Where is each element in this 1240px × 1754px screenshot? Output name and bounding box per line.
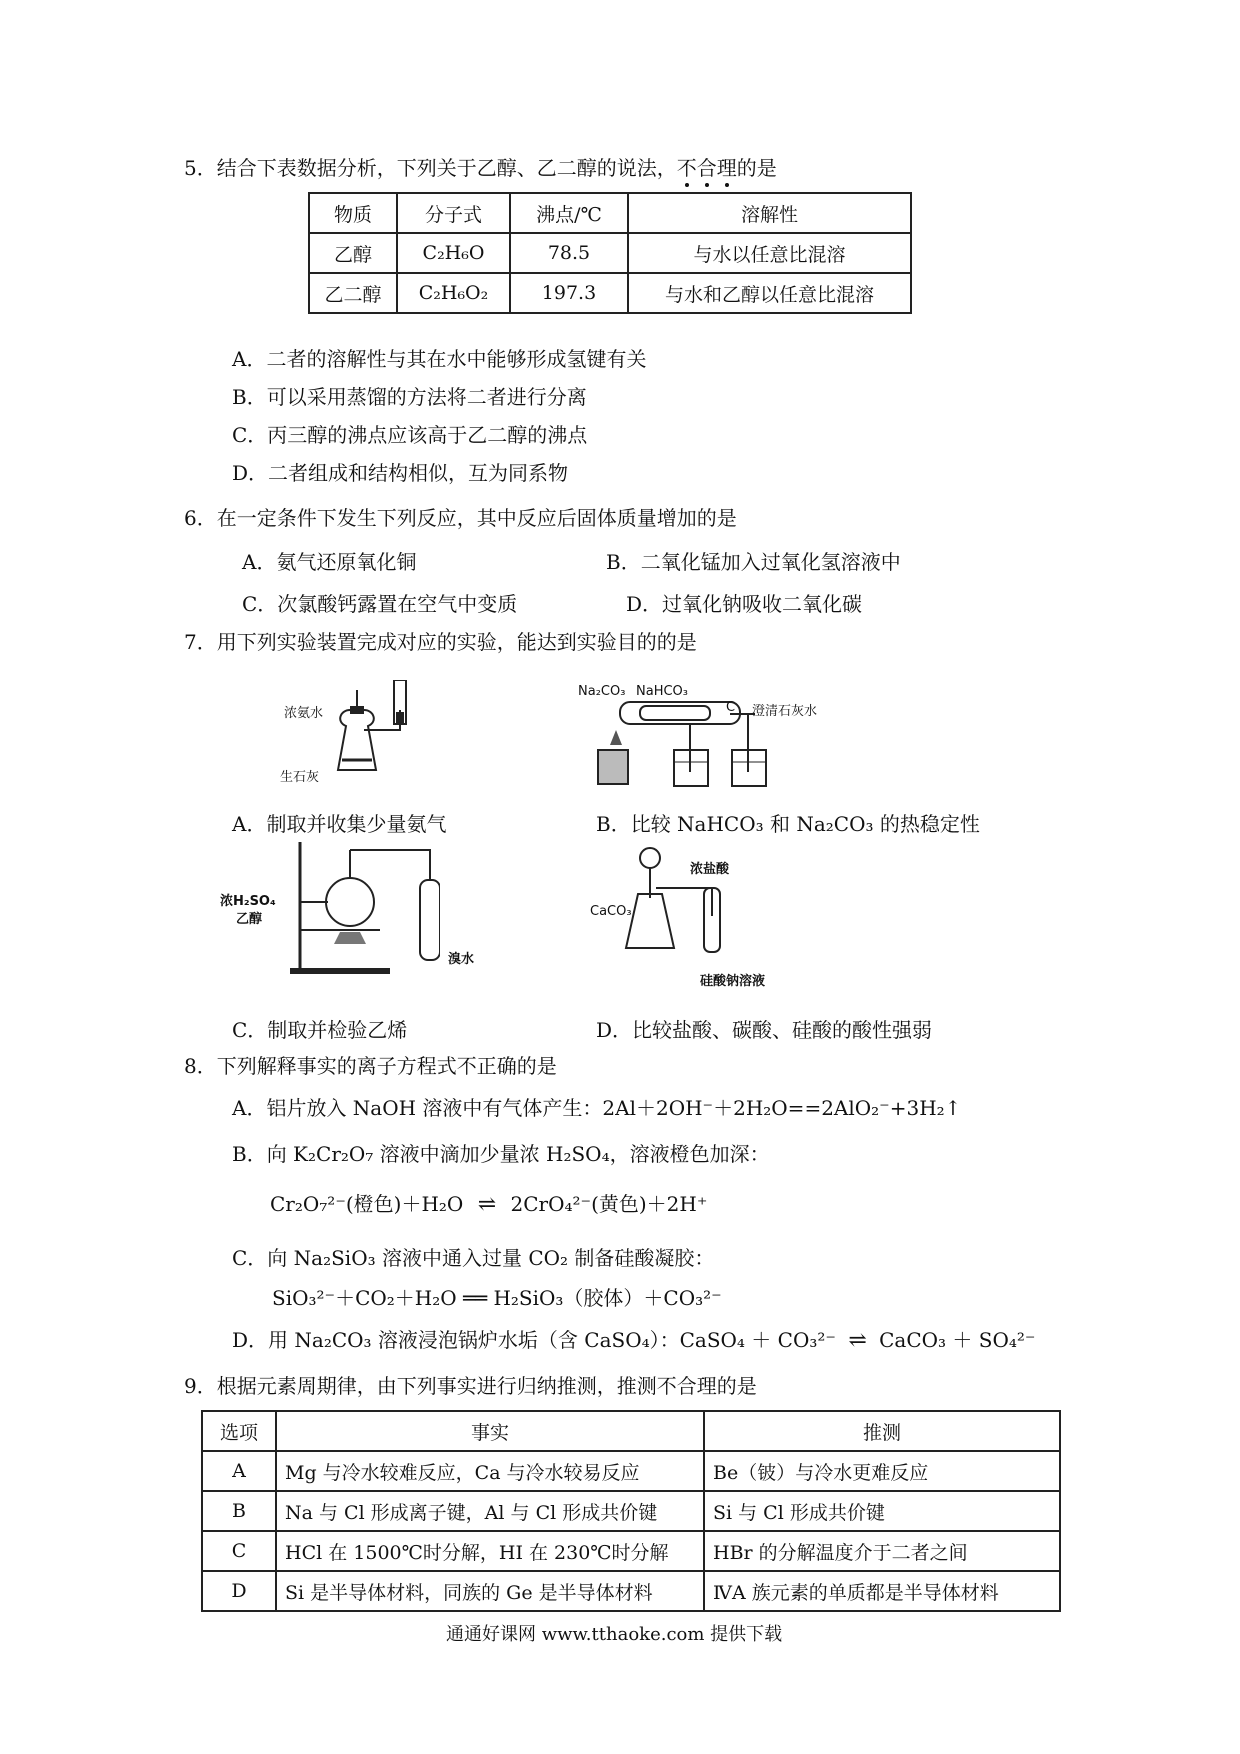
q9-cell: D bbox=[202, 1571, 276, 1611]
fig-b-caption: B．比较 NaHCO₃ 和 Na₂CO₃ 的热稳定性 bbox=[596, 812, 980, 836]
table-row bbox=[202, 1491, 1060, 1531]
reversible-arrow-icon: ⇌ bbox=[477, 1192, 497, 1217]
q5-cell: 与水和乙醇以任意比混溶 bbox=[628, 273, 911, 313]
q5-emphasis bbox=[677, 156, 737, 180]
q5-cell: 197.3 bbox=[510, 273, 628, 313]
q8-stem: 8．下列解释事实的离子方程式不正确的是 bbox=[184, 1054, 557, 1078]
emph-char: 理 bbox=[716, 156, 737, 180]
q5-stem: 5．结合下表数据分析，下列关于乙醇、乙二醇的说法，不合理的是 bbox=[184, 156, 777, 180]
q5-table-header bbox=[309, 193, 911, 233]
q9-th-inference: 推测 bbox=[704, 1411, 1060, 1451]
q9-cell: C bbox=[202, 1531, 276, 1571]
q8-option-c-equation: SiO₃²⁻＋CO₂＋H₂O ══ H₂SiO₃（胶体）＋CO₃²⁻ bbox=[272, 1286, 722, 1310]
q5-th-bp: 沸点/℃ bbox=[510, 193, 628, 233]
table-row bbox=[202, 1531, 1060, 1571]
fig-c-label-h2so4: 浓H₂SO₄ bbox=[220, 894, 276, 909]
q6-option-c: C．次氯酸钙露置在空气中变质 bbox=[242, 592, 518, 616]
q8-option-a: A．铝片放入 NaOH 溶液中有气体产生：2Al＋2OH⁻＋2H₂O==2AlO₂⁻+3H₂↑ bbox=[232, 1096, 962, 1120]
fig-b-label-nahco3: NaHCO₃ bbox=[636, 684, 688, 699]
fig-d-label-silicate: 硅酸钠溶液 bbox=[700, 974, 766, 989]
q8-option-b: B．向 K₂Cr₂O₇ 溶液中滴加少量浓 H₂SO₄，溶液橙色加深： bbox=[232, 1142, 770, 1166]
table-row bbox=[309, 273, 911, 313]
q8-option-b-equation: Cr₂O₇²⁻(橙色)＋H₂O ⇌ 2CrO₄²⁻(黄色)＋2H⁺ bbox=[270, 1192, 708, 1217]
page-footer: 通通好课网 www.tthaoke.com 提供下载 bbox=[446, 1624, 783, 1645]
table-row bbox=[202, 1451, 1060, 1491]
q5-cell: C₂H₆O₂ bbox=[397, 273, 510, 313]
q5-option-b: B．可以采用蒸馏的方法将二者进行分离 bbox=[232, 385, 587, 409]
emph-char: 合 bbox=[696, 156, 717, 180]
q9-cell: A bbox=[202, 1451, 276, 1491]
q5-th-substance: 物质 bbox=[309, 193, 397, 233]
fig-a-label-ammonia: 浓氨水 bbox=[284, 706, 324, 721]
apparatus-b-figure bbox=[580, 690, 780, 790]
fig-d-label-hcl: 浓盐酸 bbox=[690, 862, 730, 877]
q9-th-option: 选项 bbox=[202, 1411, 276, 1451]
q6-option-a: A．氨气还原氧化铜 bbox=[242, 550, 417, 574]
q7-stem: 7．用下列实验装置完成对应的实验，能达到实验目的的是 bbox=[184, 630, 697, 654]
q9-cell: Na 与 Cl 形成离子键，Al 与 Cl 形成共价键 bbox=[276, 1491, 704, 1531]
q9-cell: ⅣA 族元素的单质都是半导体材料 bbox=[704, 1571, 1060, 1611]
q5-cell: 乙醇 bbox=[309, 233, 397, 273]
q9-cell: Be（铍）与冷水更难反应 bbox=[704, 1451, 1060, 1491]
q5-option-c: C．丙三醇的沸点应该高于乙二醇的沸点 bbox=[232, 423, 588, 447]
q8-option-c: C．向 Na₂SiO₃ 溶液中通入过量 CO₂ 制备硅酸凝胶： bbox=[232, 1246, 715, 1270]
q5-cell: 乙二醇 bbox=[309, 273, 397, 313]
q5-option-a: A．二者的溶解性与其在水中能够形成氢键有关 bbox=[232, 347, 647, 371]
q9-stem: 9．根据元素周期律，由下列事实进行归纳推测，推测不合理的是 bbox=[184, 1374, 757, 1398]
fig-b-label-na2co3: Na₂CO₃ bbox=[578, 684, 626, 699]
fig-d-label-caco3: CaCO₃ bbox=[590, 904, 632, 919]
fig-d-caption: D．比较盐酸、碳酸、硅酸的酸性强弱 bbox=[596, 1018, 933, 1042]
q5-table bbox=[308, 192, 912, 314]
q9-cell: Mg 与冷水较难反应，Ca 与冷水较易反应 bbox=[276, 1451, 704, 1491]
fig-c-label-bromine: 溴水 bbox=[448, 952, 475, 967]
apparatus-c-figure bbox=[290, 840, 440, 980]
emph-char: 不 bbox=[676, 156, 697, 180]
q9-cell: B bbox=[202, 1491, 276, 1531]
q5-cell: 与水以任意比混溶 bbox=[628, 233, 911, 273]
q6-option-d: D．过氧化钠吸收二氧化碳 bbox=[626, 592, 863, 616]
q5-cell: 78.5 bbox=[510, 233, 628, 273]
q5-th-solubility: 溶解性 bbox=[628, 193, 911, 233]
fig-a-caption: A．制取并收集少量氨气 bbox=[232, 812, 447, 836]
q9-table-header bbox=[202, 1411, 1060, 1451]
fig-a-label-lime: 生石灰 bbox=[280, 770, 320, 785]
q9-th-fact: 事实 bbox=[276, 1411, 704, 1451]
q9-cell: HCl 在 1500℃时分解，HI 在 230℃时分解 bbox=[276, 1531, 704, 1571]
fig-c-caption: C．制取并检验乙烯 bbox=[232, 1018, 408, 1042]
q8-option-d: D．用 Na₂CO₃ 溶液浸泡锅炉水垢（含 CaSO₄）：CaSO₄ ＋ CO₃²⁻ ⇌ CaCO₃ ＋ SO₄²⁻ bbox=[232, 1328, 1036, 1353]
table-row bbox=[202, 1571, 1060, 1611]
q9-cell: Si 是半导体材料，同族的 Ge 是半导体材料 bbox=[276, 1571, 704, 1611]
q5-th-formula: 分子式 bbox=[397, 193, 510, 233]
q9-cell: Si 与 Cl 形成共价键 bbox=[704, 1491, 1060, 1531]
fig-b-label-c: C bbox=[726, 700, 736, 715]
table-row bbox=[309, 233, 911, 273]
q9-table bbox=[201, 1410, 1061, 1612]
reversible-arrow-icon: ⇌ bbox=[848, 1328, 867, 1353]
q6-option-b: B．二氧化锰加入过氧化氢溶液中 bbox=[606, 550, 901, 574]
q5-cell: C₂H₆O bbox=[397, 233, 510, 273]
q9-cell: HBr 的分解温度介于二者之间 bbox=[704, 1531, 1060, 1571]
fig-b-label-limewater: 澄清石灰水 bbox=[752, 704, 818, 719]
q6-stem: 6．在一定条件下发生下列反应，其中反应后固体质量增加的是 bbox=[184, 506, 737, 530]
q5-option-d: D．二者组成和结构相似，互为同系物 bbox=[232, 461, 569, 485]
fig-c-label-ethanol: 乙醇 bbox=[236, 912, 263, 927]
